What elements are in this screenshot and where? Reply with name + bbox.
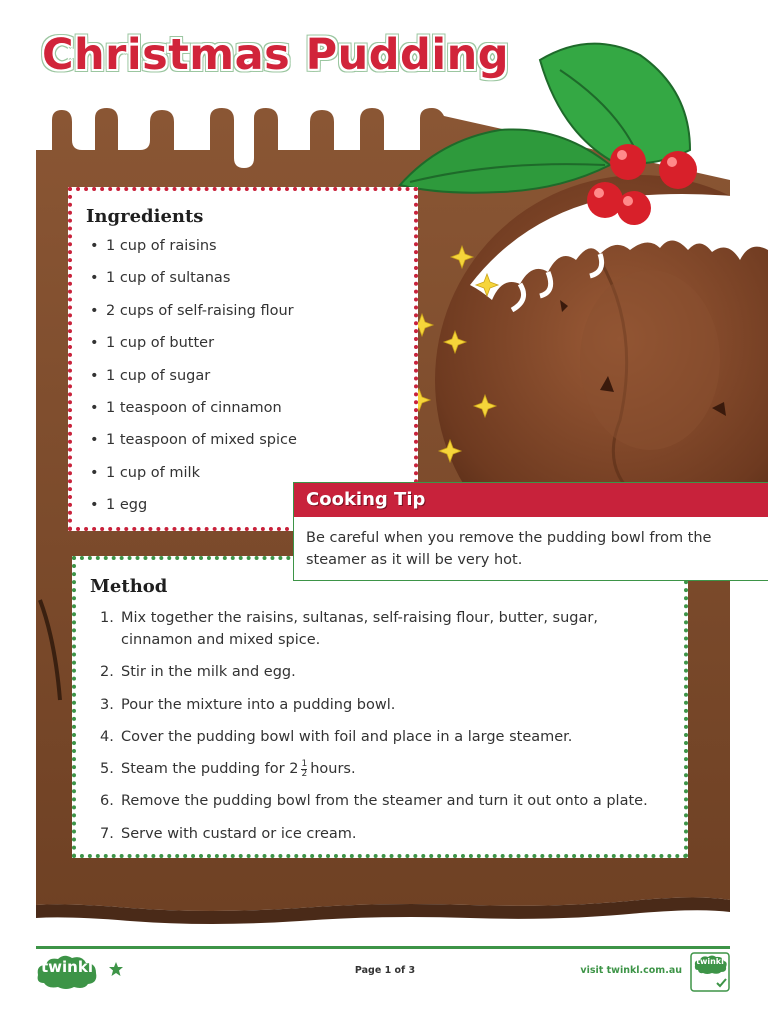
step-text: Cover the pudding bowl with foil and place in a large steamer.	[121, 728, 573, 745]
ingredients-panel	[68, 187, 418, 531]
twinkl-logo-text: twinkl	[41, 958, 93, 976]
method-heading: Method	[90, 576, 168, 597]
list-item: • 2 cups of self-raising flour	[86, 302, 297, 334]
ingredients-list	[86, 237, 297, 529]
list-item	[90, 661, 670, 683]
step-text: hours.	[310, 761, 356, 778]
method-panel	[72, 556, 688, 858]
list-item	[90, 823, 670, 845]
list-item: • 1 cup of milk	[86, 464, 297, 496]
list-item: • 1 egg	[86, 496, 297, 528]
step-number: 6.	[100, 793, 114, 810]
list-item: • 1 cup of sugar	[86, 367, 297, 399]
footer-divider	[36, 946, 730, 949]
list-item: • 1 cup of sultanas	[86, 269, 297, 301]
list-item	[90, 758, 670, 780]
step-number: 2.	[100, 664, 114, 681]
ingredients-heading: Ingredients	[86, 206, 204, 227]
step-number: 4.	[100, 728, 114, 745]
star-icon	[108, 961, 124, 977]
method-steps	[90, 607, 670, 855]
step-text: Steam the pudding for 2	[121, 761, 299, 778]
step-text: Stir in the milk and egg.	[121, 664, 296, 681]
fraction-denominator: 2	[301, 768, 308, 779]
step-text: Pour the mixture into a pudding bowl.	[121, 696, 396, 713]
list-item	[90, 694, 670, 716]
fraction	[301, 760, 307, 779]
step-text: Serve with custard or ice cream.	[121, 825, 357, 842]
cooking-tip-heading: Cooking Tip	[294, 483, 768, 517]
page-number: Page 1 of 3	[354, 965, 416, 976]
quality-badge-text: twinkl	[696, 957, 724, 966]
list-item: • 1 teaspoon of cinnamon	[86, 399, 297, 431]
cooking-tip-text: Be careful when you remove the pudding bowl from the steamer as it will be very hot.	[306, 530, 712, 568]
step-number: 5.	[100, 761, 114, 778]
fraction-numerator: 1	[301, 758, 308, 769]
list-item: • 1 cup of butter	[86, 334, 297, 366]
list-item: • 1 teaspoon of mixed spice	[86, 431, 297, 463]
cooking-tip-box	[293, 482, 768, 581]
list-item	[90, 790, 670, 812]
list-item	[90, 726, 670, 748]
step-number: 1.	[100, 610, 114, 626]
step-number: 3.	[100, 696, 114, 713]
page-title: Christmas Pudding	[42, 30, 509, 80]
list-item: • 1 cup of raisins	[86, 237, 297, 269]
step-number: 7.	[100, 825, 114, 842]
step-text: Mix together the raisins, sultanas, self-raising flour, butter, sugar, cinnamon and mixed spice.	[121, 610, 598, 648]
step-text: Remove the pudding bowl from the steamer and turn it out onto a plate.	[121, 793, 648, 810]
visit-link[interactable]: visit twinkl.com.au	[580, 965, 682, 976]
list-item	[90, 607, 670, 651]
